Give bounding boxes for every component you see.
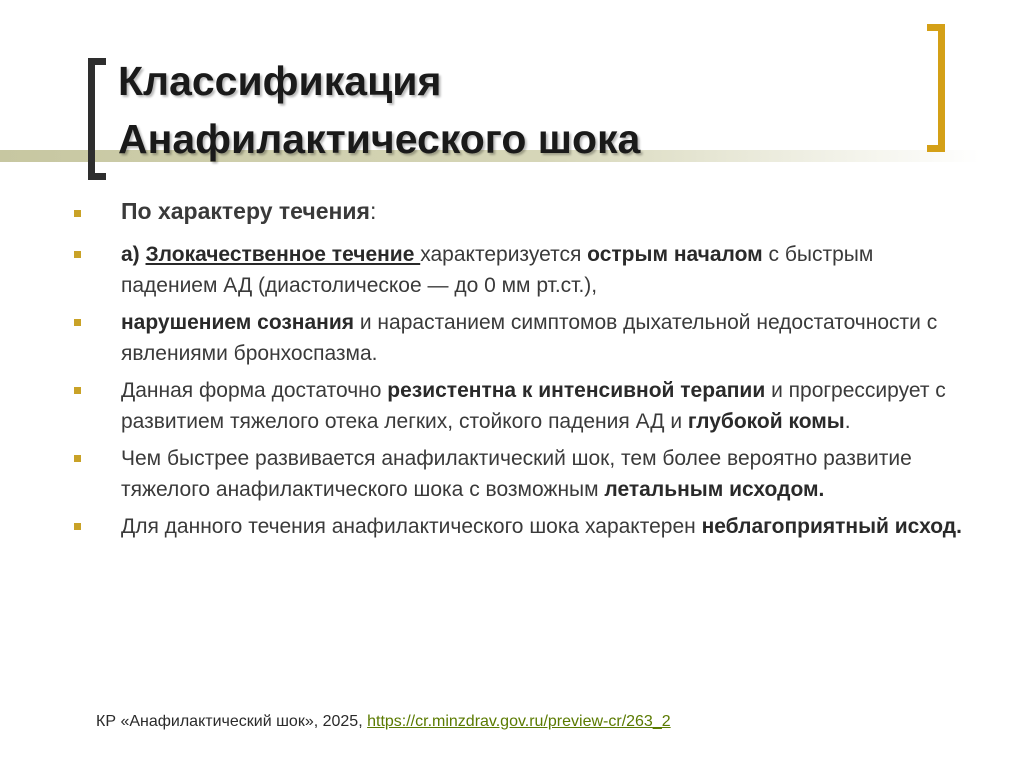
list-item-text-part: нарушением сознания — [121, 311, 355, 334]
list-item-text-part: летальным исходом. — [604, 478, 825, 501]
source-link[interactable]: https://cr.minzdrav.gov.ru/preview-cr/263_2 — [367, 713, 671, 730]
list-item-text-part: характеризуется — [420, 243, 588, 266]
square-bullet-icon — [74, 387, 81, 394]
square-bullet-icon — [74, 523, 81, 530]
source-citation — [96, 711, 671, 733]
heading-text: По характеру течения — [121, 198, 370, 224]
list-item — [68, 375, 968, 437]
list-item-text-part: Для данного течения анафилактического шока характерен — [121, 515, 702, 538]
list-item-text-part: острым началом — [587, 243, 763, 266]
slide-title — [118, 52, 640, 168]
list-item-text-part: Злокачественное течение — [145, 243, 421, 266]
list-item-text-part: и прогрессирует с развитием тяжелого отека легких, стойкого падения АД и — [121, 379, 946, 433]
list-item-text-part: Данная форма достаточно — [121, 379, 388, 402]
list-item-text-part: и нарастанием симптомов дыхательной недостаточности с явлениями бронхоспазма. — [121, 311, 938, 365]
list-item-text-part: резистентна к интенсивной терапии — [387, 379, 766, 402]
list-item-text-part: . — [844, 410, 851, 433]
left-bracket-decoration — [88, 58, 106, 180]
heading-colon: : — [369, 198, 377, 224]
bullet-list — [68, 196, 968, 548]
citation-text: КР «Анафилактический шок», 2025, — [96, 713, 368, 730]
square-bullet-icon — [74, 210, 81, 217]
list-item-text-part: Чем быстрее развивается анафилактический шок, тем более вероятно развитие тяжелого анафилактического шока с возможным — [121, 447, 912, 501]
square-bullet-icon — [74, 319, 81, 326]
list-item-text-part: глубокой комы — [687, 410, 845, 433]
list-item-text-part: а) — [121, 243, 146, 266]
list-heading — [68, 196, 968, 227]
slide-title-line2: Анафилактического шока — [118, 116, 641, 162]
list-item-text-part: с быстрым падением АД (диастолическое — до 0 мм рт.ст.), — [121, 243, 874, 297]
list-item — [68, 511, 968, 542]
list-item-text-part: неблагоприятный исход. — [701, 515, 962, 538]
list-item — [68, 239, 968, 301]
right-bracket-decoration — [927, 24, 945, 152]
square-bullet-icon — [74, 455, 81, 462]
square-bullet-icon — [74, 251, 81, 258]
list-item — [68, 307, 968, 369]
list-item — [68, 443, 968, 505]
slide-title-line1: Классификация — [118, 58, 442, 104]
